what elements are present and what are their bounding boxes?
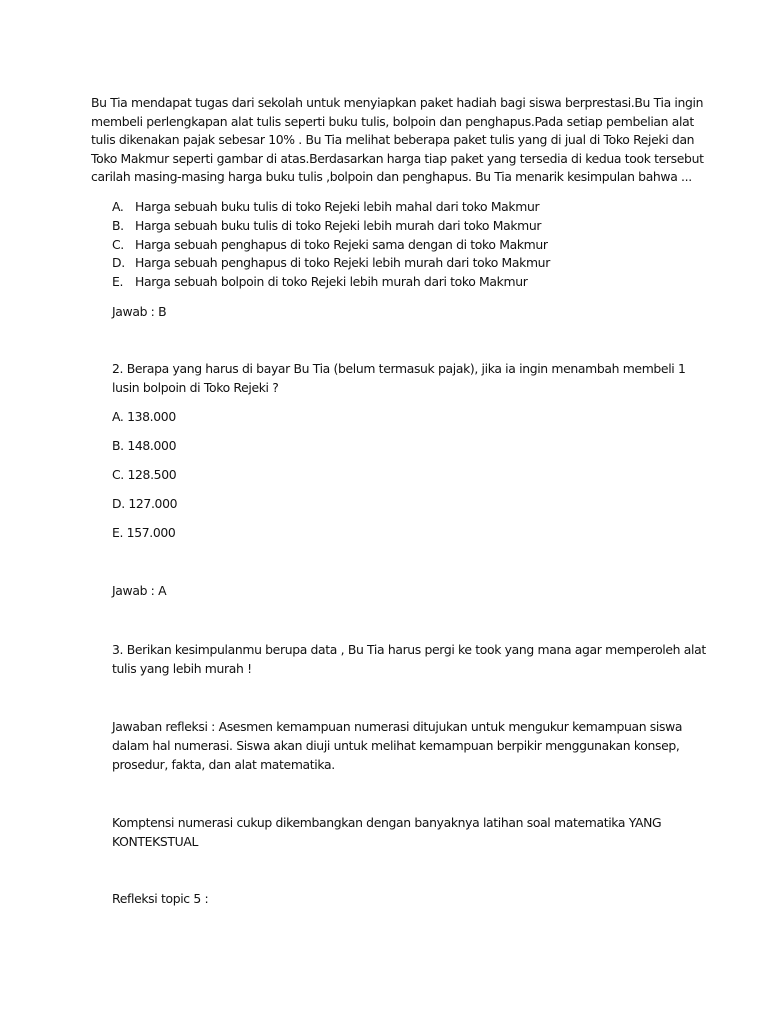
option-letter: E. <box>112 274 124 290</box>
reflection-line: Jawaban refleksi : Asesmen kemampuan numerasi ditujukan untuk mengukur kemampuan siswa <box>112 719 683 734</box>
topic-label: Refleksi topic 5 : <box>112 891 209 906</box>
option-a <box>112 198 550 217</box>
question-1-line: membeli perlengkapan alat tulis seperti buku tulis, bolpoin dan penghapus.Pada setiap pembelian alat <box>91 113 694 129</box>
question-1-answer: Jawab : B <box>112 304 167 319</box>
reflection-line: dalam hal numerasi. Siswa akan diuji untuk melihat kemampuan berpikir menggunakan konsep, <box>112 738 680 753</box>
question-1-line: Bu Tia mendapat tugas dari sekolah untuk menyiapkan paket hadiah bagi siswa berprestasi.Bu Tia ingin <box>91 95 704 110</box>
question-1-line: carilah masing-masing harga buku tulis ,bolpoin dan penghapus. Bu Tia menarik kesimpulan bahwa ... <box>91 169 692 184</box>
option-text: Harga sebuah buku tulis di toko Rejeki lebih murah dari toko Makmur <box>135 217 542 233</box>
option-letter: B. <box>112 217 124 233</box>
option-text: Harga sebuah bolpoin di toko Rejeki lebih murah dari toko Makmur <box>135 274 528 290</box>
question-2-stem <box>112 359 686 397</box>
question-2-line: lusin bolpoin di Toko Rejeki ? <box>112 380 279 395</box>
question-2-option-e: E. 157.000 <box>112 525 176 540</box>
option-c <box>112 236 550 255</box>
question-1-stem <box>91 94 704 187</box>
option-d <box>112 254 550 273</box>
question-1-line: Toko Makmur seperti gambar di atas.Berdasarkan harga tiap paket yang tersedia di kedua took tersebut <box>91 150 704 166</box>
question-1-options <box>112 198 550 292</box>
question-3-line: tulis yang lebih murah ! <box>112 661 252 676</box>
question-2-option-b: B. 148.000 <box>112 438 177 453</box>
reflection-line: prosedur, fakta, dan alat matematika. <box>112 757 335 772</box>
reflection-paragraph <box>112 717 682 774</box>
option-text: Harga sebuah penghapus di toko Rejeki sama dengan di toko Makmur <box>135 236 548 252</box>
competency-line: KONTEKSTUAL <box>112 834 199 849</box>
question-2-option-c: C. 128.500 <box>112 467 177 482</box>
competency-paragraph <box>112 813 661 851</box>
competency-line: Komptensi numerasi cukup dikembangkan dengan banyaknya latihan soal matematika YANG <box>112 815 662 830</box>
question-1-line: tulis dikenakan pajak sebesar 10% . Bu Tia melihat beberapa paket tulis yang di jual di Toko Rejeki dan <box>91 132 695 147</box>
option-letter: A. <box>112 199 124 214</box>
option-text: Harga sebuah penghapus di toko Rejeki lebih murah dari toko Makmur <box>135 255 550 271</box>
question-2-option-a: A. 138.000 <box>112 409 176 424</box>
question-2-answer: Jawab : A <box>112 583 167 598</box>
option-e <box>112 273 550 292</box>
question-2-option-d: D. 127.000 <box>112 496 178 511</box>
question-3-stem <box>112 640 706 678</box>
option-b <box>112 217 550 236</box>
option-letter: C. <box>112 236 124 252</box>
option-letter: D. <box>112 255 125 271</box>
option-text: Harga sebuah buku tulis di toko Rejeki lebih mahal dari toko Makmur <box>135 199 540 214</box>
question-2-line: 2. Berapa yang harus di bayar Bu Tia (belum termasuk pajak), jika ia ingin menambah membeli 1 <box>112 361 686 376</box>
question-3-line: 3. Berikan kesimpulanmu berupa data , Bu Tia harus pergi ke took yang mana agar memperoleh alat <box>112 642 706 657</box>
